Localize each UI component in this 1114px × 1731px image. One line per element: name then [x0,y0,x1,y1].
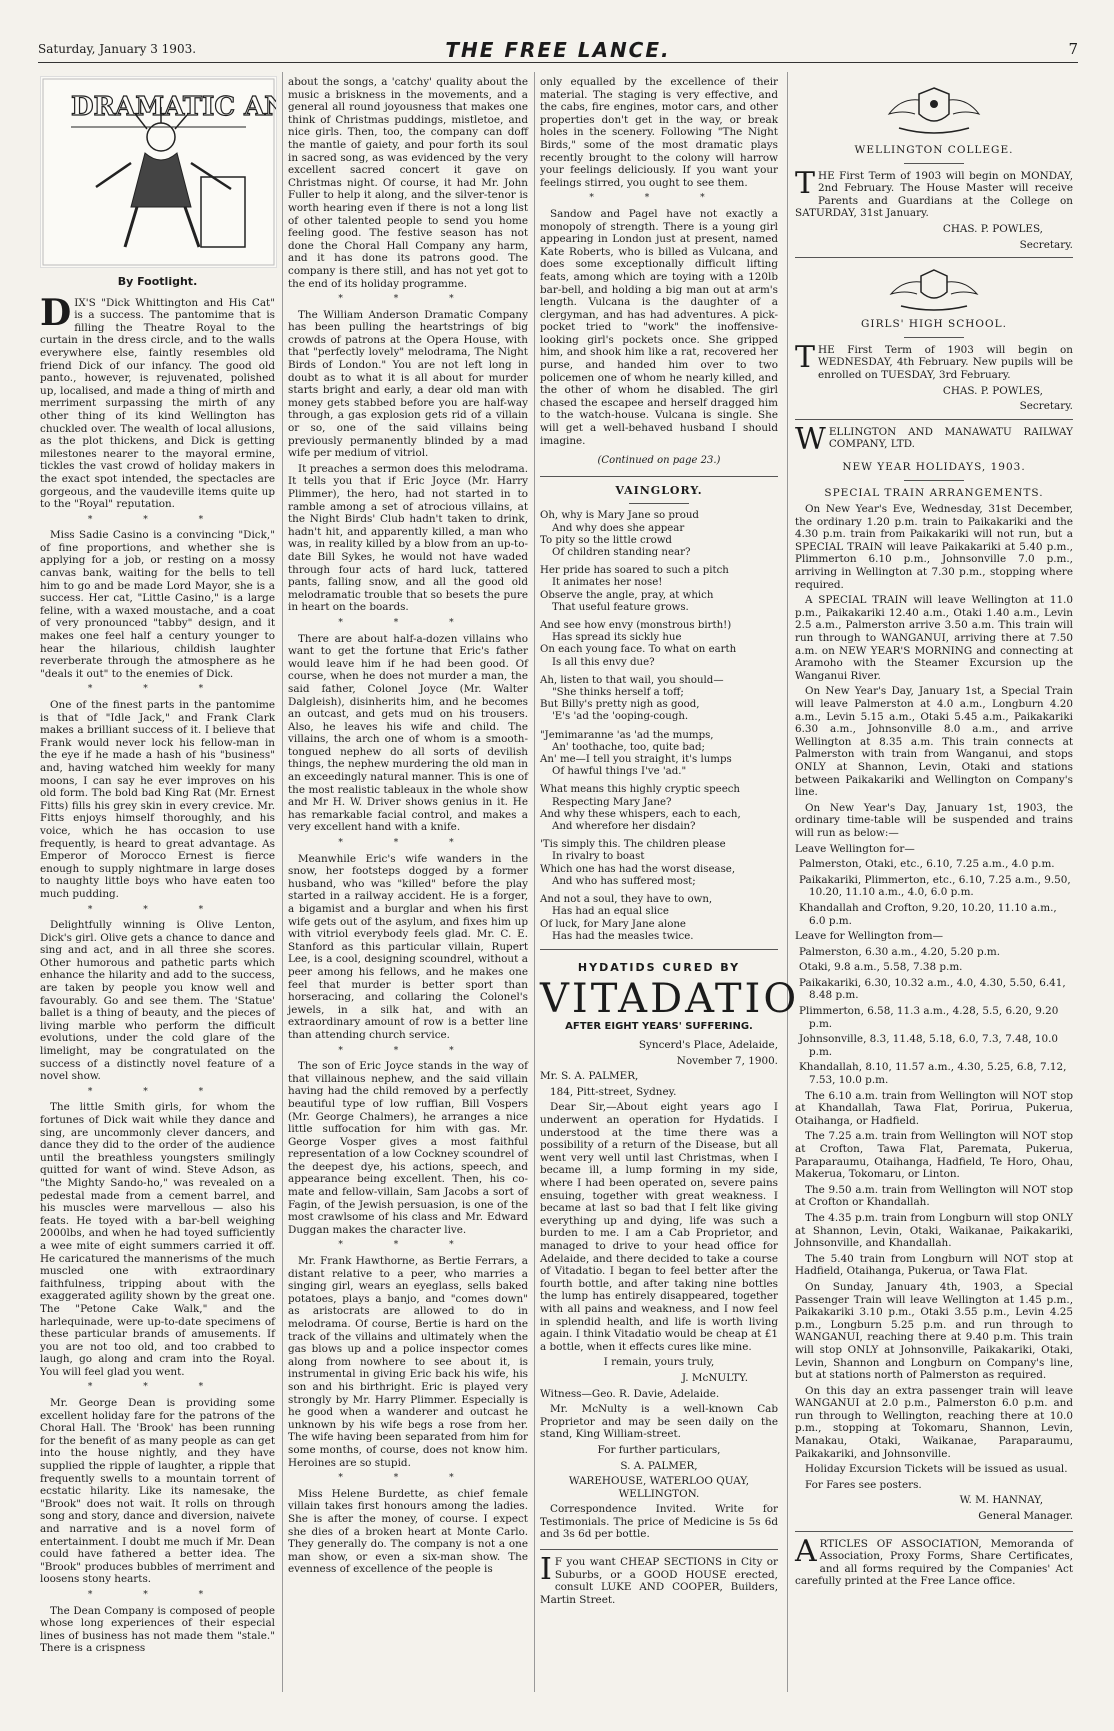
poem-line: Ah, listen to that wail, you should— [540,674,724,686]
railway-paragraph: On New Year's Eve, Wednesday, 31st December, the ordinary 1.20 p.m. train to Paikakariki and the 4.30 p.m. train from Paikakariki will not run, but a SPECIAL TRAIN will leave Paikakariki at 5.40 p.m., Plimmerton 6.10 p.m., Johnsonville 7.0 p.m., arriving in Wellington at 7.30 p.m., stopping where required. [795,503,1073,591]
article-paragraph: Meanwhile Eric's wife wanders in the snow, her footsteps dogged by a former husband, who was "killed" before the play started in a railway accident. He is a forger, a bigamist and a burglar and when his first wife gets out of the asylum, and fixes him up with vitriol everybody feels glad. Mr. C. E. Stanford as this particular villain, Rupert Lee, is a cool, designing scoundrel, without a peer among his fellows, and he makes one feel that murder is better sport than horseracing, and collaring the Colonel's jewels, in a silk hat, and with an extraordinary amount of row is a better line than attending church service. [288,852,528,1041]
printing-ad [795,1531,1073,1588]
notice-body: THE First Term of 1903 will begin on MONDAY, 2nd February. The House Master will receive Parents and Guardians at the College on SATURDAY, 31st January. [795,165,1073,220]
column-rule [787,72,788,1692]
issue-date: Saturday, January 3 1903. [38,42,197,56]
witness-line: Witness—Geo. R. Davie, Adelaide. [540,1387,720,1400]
notice-title: GIRLS' HIGH SCHOOL. [861,318,1007,331]
notice-signature: CHAS. P. POWLES, [942,222,1043,235]
page-header [38,38,1078,63]
poem-line: 'Tis simply this. The children please [540,839,726,851]
poem-line: "Jemimaranne 'as 'ad the mumps, [540,729,714,741]
logo-word-dramatic: DRAMATIC A [71,92,265,122]
poem-line: Has had an equal slice [552,906,669,918]
railway-paragraph: Holiday Excursion Tickets will be issued as usual. [805,1463,1068,1476]
timetable-row: Khandallah, 8.10, 11.57 a.m., 4.30, 5.25, 6.8, 7.12, 7.53, 10.0 p.m. [799,1061,1067,1087]
article-paragraph: There are about half-a-dozen villains who want to get the fortune that Eric's father would leave him if he had been good. Of course, when he does not murder a man, the said father, Colonel Joyce (Mr. Walter Dalgleish), disinherits him, and he becomes an outcast, and gets mud on his trousers. Also, he leaves his wife and child. The villains, the arch one of whom is a smooth-tongued nephew do all sorts of devilish things, the nephew murdering the old man in an exceedingly natural manner. This is one of the most realistic tableaux in the whole show and Mr H. W. Driver shows genius in it. He has remarkable facial control, and makes a very excellent hand with a knife. [288,632,528,834]
railway-role: General Manager. [978,1510,1073,1523]
ad-brand: VITADATIO [540,975,800,1022]
drop-cap: T [795,165,816,201]
letter-address: Syncerd's Place, Adelaide, [638,1039,778,1052]
poem-stanza [540,784,778,833]
poem-line: That useful feature grows. [552,601,689,613]
notice-role: Secretary. [1019,400,1073,413]
drop-cap: T [795,339,816,375]
column-4 [795,76,1073,1591]
timetable-heading: Leave Wellington for— [795,842,915,855]
divider [904,163,964,164]
railway-paragraph: On Sunday, January 4th, 1903, a Special Passenger Train will leave Wellington at 1.45 p.m., Paikakariki 3.10 p.m., Otaki 3.55 p.m., Levin 4.25 p.m., Longburn 5.25 p.m. and run through to WANGANUI, reaching there at 9.40 p.m. This train will stop ONLY at Johnsonville, Paikakariki, Otaki, Levin, Shannon and Longburn on Company's line, but at stations north of Palmerston as required. [795,1280,1073,1382]
drop-cap: W [795,421,826,457]
column-2 [288,76,528,1579]
poem-line: Of children standing near? [552,547,691,559]
notice-title: WELLINGTON COLLEGE. [854,144,1014,156]
ad-paragraph: I F you want CHEAP SECTIONS in City or Suburbs, or a GOOD HOUSE erected, consult LUKE AND COOPER, Builders, Martin Street. [540,1552,778,1606]
divider [795,257,1073,258]
poem-line: In rivalry to boast [552,851,645,863]
railway-paragraph: The 5.40 train from Longburn will NOT stop at Hadfield, Otaihanga, Pukerua, or Tawa Flat. [795,1252,1073,1278]
poem-line: Her pride has soared to such a pitch [540,565,729,577]
article-paragraph: Sandow and Pagel have not exactly a monopoly of strength. There is a young girl appearing in London just at present, named Kate Roberts, who is billed as Vulcana, and does some exceptionally difficult lifting feats, among which are toying with a 120lb bar-bell, and holding a big man out at arm's length. Vulcana is the daughter of a clergyman, and has had adventures. A pick-pocket tried to "work" the inoffensive-looking girl's pockets once. She gripped him, and shook him like a rat, recovered her purse, and handed him over to two policemen one of whom he nearly killed, and the other of whom he disabled. The girl chased the escapee and herself dragged him to the watch-house. Vulcana is single. She will get a well-behaved husband I should imagine. [540,207,778,447]
timetable-row: Plimmerton, 6.58, 11.3 a.m., 4.28, 5.5, 6.20, 9.20 p.m. [799,1005,1059,1030]
poem-line: It animates her nose! [552,577,663,589]
section-separator: * * * [87,1589,228,1600]
ad-address: WAREHOUSE, WATERLOO QUAY, WELLINGTON. [568,1475,750,1500]
poem-line: What means this highly cryptic speech [540,784,740,796]
railway-signature: W. M. HANNAY, [959,1494,1043,1507]
letter-body: Dear Sir,—About eight years ago I underwent an operation for Hydatids. I understood at the time there was a possibility of a return of the Disease, but all went very well until last Christmas, when I became ill, a lump forming in my side, where I had been operated on, severe pains ensuing, together with great weakness. I became at last so bad that I felt like giving everything up and dying, life was such a burden to me. I am a Cab Proprietor, and managed to drive to your head office for Adelaide, and there decided to take a course of Vitadatio. I began to feel better after the fourth bottle, and after taking nine bottles the lump has entirely disappeared, together with all pains and weakness, and I now feel in splendid health, and life is worth living again. I think Vitadatio would be cheap at £1 a bottle, when it effects cures like mine. [540,1101,778,1353]
drop-cap: A [795,1533,817,1569]
ad-paragraph: For further particulars, [597,1443,721,1456]
poem-line: But Billy's pretty nigh as good, [540,699,700,711]
railway-paragraph: For Fares see posters. [805,1478,922,1491]
railway-subtitle: SPECIAL TRAIN ARRANGEMENTS. [824,486,1044,499]
ad-subheading: AFTER EIGHT YEARS' SUFFERING. [565,1020,753,1032]
poem-stanza [540,894,778,943]
poem-line: Observe the angle, pray, at which [540,589,714,601]
divider [540,476,778,477]
poem-line: 'E's 'ad the 'ooping-cough. [552,711,689,723]
letter-recipient: Mr. S. A. PALMER, [540,1070,639,1083]
column-rule [534,72,535,1692]
section-separator: * * * [87,904,228,915]
railway-paragraph: The 6.10 a.m. train from Wellington will NOT stop at Khandallah, Tawa Flat, Porirua, Pukerua, Otaihanga, or Hadfield. [795,1089,1073,1127]
letter-date: November 7, 1900. [676,1054,778,1067]
poem-line: An' me—I tell you straight, it's lumps [540,754,732,766]
timetable-row: Palmerston, 6.30 a.m., 4.20, 5.20 p.m. [799,945,1001,958]
timetable-row: Khandallah and Crofton, 9.20, 10.20, 11.10 a.m., 6.0 p.m. [799,901,1057,927]
section-separator: * * * [338,1240,478,1251]
poem-line: And why these whispers, each to each, [540,808,741,820]
poem-line: And wherefore her disdain? [552,821,696,833]
builders-ad [540,1549,778,1606]
railway-paragraph: The 7.25 a.m. train from Wellington will NOT stop at Crofton, Tawa Flat, Paremata, Pukerua, Paraparaumu, Otaihanga, Hadfield, Te Horo, Ohau, Makerua, Tokomaru, or Linton. [795,1130,1073,1181]
poem-stanza [540,565,778,614]
poem-title: VAINGLORY. [615,483,703,497]
section-separator: * * * [338,617,478,628]
article-paragraph: Mr. Frank Hawthorne, as Bertie Ferrars, a distant relative to a peer, who marries a singing girl, wears an eyeglass, sells baked potatoes, plays a banjo, and "comes down" as aristocrats are allowed to do in melodrama. Of course, Bertie is hard on the track of the villains and ultimately when the gas blows up and a police inspector comes along from nowhere to see about it, is instrumental in giving Eric back his wife, his son and his birthright. Eric is played very strongly by Mr. Harry Plimmer. Especially is he good when a wanderer and outcast he unknown by his wife begs a rose from her. The wife having been separated from him for some months, of course, does not know him. Heroines are so stupid. [288,1255,528,1469]
poem-line: Oh, why is Mary Jane so proud [540,510,699,522]
poem-line: An' toothache, too, quite bad; [552,741,705,753]
poem-line: Which one has had the worst disease, [540,863,736,875]
timetable-heading: Leave for Wellington from— [795,930,943,943]
masthead-title: THE FREE LANCE. [445,38,671,62]
poem-line: And why does she appear [552,522,685,534]
poem-line: "She thinks herself a toff; [552,687,684,699]
divider [540,949,778,950]
section-separator: * * * [87,684,228,695]
ad-paragraph: Correspondence Invited. Write for Testimonials. The price of Medicine is 5s 6d and 3s 6d per bottle. [540,1503,778,1541]
section-separator: * * * [87,514,228,525]
railway-subtitle: NEW YEAR HOLIDAYS, 1903. [842,460,1026,473]
continued-note: (Continued on page 23.) [597,455,721,467]
article-paragraph: The William Anderson Dramatic Company has been pulling the heartstrings of big crowds of patrons at the Opera House, with that "perfectly lovely" melodrama, The Night Birds of London." You are not left long in doubt as to what it is all about for murder starts bright and early, a dear old man with money gets stabbed before you are half-way through, a gas explosion gets rid of a villain or so, one of the said villains being previously permanently blinded by a mad wife per medium of vitriol. [288,308,528,460]
poem-line: Has had the measles twice. [552,930,694,942]
poem-line: And not a soul, they have to own, [540,894,713,906]
ad-paragraph: S. A. PALMER, [620,1459,698,1472]
timetable-row: Otaki, 9.8 a.m., 5.58, 7.38 p.m. [799,961,963,974]
poem-stanza [540,675,778,724]
drop-cap: D [40,291,72,334]
timetable-row: Paikakariki, Plimmerton, etc., 6.10, 7.25 a.m., 9.50, 10.20, 11.10 a.m., 4.0, 6.0 p.m. [799,873,1071,899]
railway-paragraph: The 9.50 a.m. train from Wellington will NOT stop at Crofton or Khandallah. [795,1183,1073,1209]
railway-paragraph: On New Year's Day, January 1st, 1903, the ordinary time-table will be suspended and trains will run as below:— [795,801,1073,839]
divider [629,503,689,504]
notice-role: Secretary. [1019,238,1073,251]
notice-signature: CHAS. P. POWLES, [942,384,1043,397]
poem-line: Is all this envy due? [552,656,655,668]
poem-line: On each young face. To what on earth [540,644,737,656]
ad-paragraph: ARTICLES OF ASSOCIATION, Memoranda of Association, Proxy Forms, Share Certificates, and all forms required by the Companies' Act carefully printed at the Free Lance office. [795,1533,1073,1588]
article-paragraph: Delightfully winning is Olive Lenton, Dick's girl. Olive gets a chance to dance and sing and act, and in all three she scores. Other humorous and pathetic parts which enhance the hilarity and add to the success, are taken by people you know well and favourably. Go and see them. The 'Statue' ballet is a thing of beauty, and the pieces of living marble who perform the difficult evolutions, under the cold glare of the limelight, may be congratulated on the success of a distinctly novel feature of a novel show. [40,919,275,1083]
article-paragraph: The little Smith girls, for whom the fortunes of Dick wait while they dance and sing, are uncommonly clever dancers, and dance they did to the order of the audience until the breathless youngsters smilingly quitted for want of wind. Steve Adson, as "the Mighty Sando-ho," was revealed on a pedestal made from a cement barrel, and his muscles were marvellous — also his feats. He toyed with a bar-bell weighing 2000lbs, and when he had toyed sufficiently a wee mite of eight summers carried it off. He caricatured the mannerisms of the much muscled one with extraordinary faithfulness, tripping about with the exaggerated agility shown by the great one. The "Petone Cake Walk," and the harlequinade, were up-to-date specimens of these particular brands of amusements. If you are not too old, and too crabbed to laugh, go along and cram into the Royal. You will feel glad you went. [40,1101,275,1378]
article-paragraph: The son of Eric Joyce stands in the way of that villainous nephew, and the said villain having had the child removed by a perfectly beautiful type of low ruffian, Bill Vospers (Mr. George Chalmers), he arranges a nice little suffocation for him with gas. Mr. George Vosper gives a most faithful representation of a low Cockney scoundrel of the deepest dye, his actions, speech, and appearance being excellent. Then, his co-mate and fellow-villain, Sam Jacobs a sort of Fagin, of the Jewish persuasion, is one of the most crawlsome of his class and Mr. Edward Duggan makes the character live. [288,1060,528,1236]
section-separator: * * * [87,1382,228,1393]
timetable-row: Paikakariki, 6.30, 10.32 a.m., 4.0, 4.30, 5.50, 6.41, 8.48 p.m. [799,976,1066,1002]
column-3 [540,76,800,1609]
jester-illustration [41,77,276,267]
railway-paragraph: A SPECIAL TRAIN will leave Wellington at 11.0 p.m., Paikakariki 12.40 a.m., Otaki 1.40 a.m., Levin 2.5 a.m., Palmerston arrive 3.50 a.m. This train will run through to WANGANUI, arriving there at 7.50 a.m. on NEW YEAR'S MORNING and connecting at Aramoho with the Steamer Excursion up the Wanganui River. [795,594,1073,682]
article-paragraph: Miss Helene Burdette, as chief female villain takes first honours among the ladies. She is after the money, of course. I expect she dies of a broken heart at Monte Carlo. They generally do. The company is not a one man show, or even a six-man show. The evenness of excellence of the people is [288,1487,528,1576]
article-paragraph: Miss Sadie Casino is a convincing "Dick," of fine proportions, and whether she is applying for a job, or resting on a mossy canvas bank, waiting for the bells to tell him to go and be made Lord Mayor, she is a success. Her cat, "Little Casino," is a large feline, with a waxed moustache, and a coat of very pronounced "tabby" design, and it makes one feel half a century younger to hear the hilarious, childish laughter reverberate through the atmosphere as he "deals it out" to the enemies of Dick. [40,529,275,680]
article-paragraph: DIX'S "Dick Whittington and His Cat" is a success. The pantomime that is filling the Theatre Royal to the curtain in the dress circle, and to the walls everywhere else, faintly resembles old friend Dick of our infancy. The good old panto., however, is rejuvenated, polished up, localised, and made a thing of mirth and merriment surpassing the mirth of any other thing of its kind Wellington has chuckled over. The wealth of local allusions, as the plot thickens, and Dick is getting milestones nearer to the mayoral ermine, tickles the vast crowd of holiday makers in the exact spot intended, the spectacles are gorgeous, and the vaudeville items quite up to the "Royal" reputation. [40,291,275,511]
railway-title: WELLINGTON AND MANAWATU RAILWAY COMPANY, LTD. [795,421,1073,457]
ad-paragraph: Mr. McNulty is a well-known Cab Proprietor and may be seen daily on the stand, King William-street. [540,1403,778,1441]
ad-kicker: HYDATIDS CURED BY [577,960,741,974]
school-crest-icon [879,264,989,314]
timetable-row: Johnsonville, 8.3, 11.48, 5.18, 6.0, 7.3, 7.48, 10.0 p.m. [799,1033,1059,1058]
section-separator: * * * [338,1473,478,1484]
poem-stanza [540,839,778,888]
poem [540,510,778,943]
drop-cap: I [540,1552,552,1588]
section-separator: * * * [338,838,478,849]
poem-line: Respecting Mary Jane? [552,796,672,808]
poem-line: To pity so the little crowd [540,534,672,546]
page-number: 7 [1068,40,1078,58]
letter-closing: I remain, yours truly, [603,1356,715,1369]
section-separator: * * * [338,294,478,305]
poem-line: And see how envy (monstrous birth!) [540,620,732,632]
railway-paragraph: On New Year's Day, January 1st, a Special Train will leave Palmerston at 4.0 a.m., Longburn 4.20 a.m., Levin 5.15 a.m., Otaki 5.45 a.m., Paikakariki 6.30 a.m., Johnsonville 8.0 a.m., and arrive Wellington at 8.35 a.m. This train connects at Palmerston with train from Wanganui, and stops ONLY at Shannon, Levin, Otaki and stations between Paikakariki and Wellington on Company's line. [795,685,1073,799]
section-separator: * * * [87,1086,228,1097]
poem-line: Has spread its sickly hue [552,632,682,644]
divider [904,480,964,481]
divider [904,337,964,338]
poem-stanza [540,620,778,669]
article-paragraph: The Dean Company is composed of people whose long experiences of their especial lines of business has not made them "stale." There is a crispness [40,1604,275,1655]
dramatic-musical-logo [40,76,277,268]
college-crest-icon [879,80,989,140]
poem-stanza [540,730,778,779]
divider [795,419,1073,420]
article-paragraph: One of the finest parts in the pantomime is that of "Idle Jack," and Frank Clark makes a brilliant success of it. I believe that Frank would never lock his fellow-man in the eye if he made a hash of his "business" and, having watched him weekly for many moons, I can say he ever improves on his old form. The bold bad King Rat (Mr. Ernest Fitts) fills his grey skin in every crevice. Mr. Fitts enjoys himself thoroughly, and his voice, which he has occasion to use frequently, is heard to great advantage. As Emperor of Morocco Ernest is fierce enough to supply nightmare in large doses to naughty little boys who have eaten too much pudding. [40,699,275,900]
poem-line: Of hawful things I've 'ad." [552,766,687,778]
poem-stanza [540,510,778,559]
column-byline: By Footlight. [117,275,198,288]
column-rule [282,72,283,1692]
poem-line: And who has suffered most; [552,875,696,887]
letter-recipient-address: 184, Pitt-street, Sydney. [550,1085,677,1098]
timetable-row: Palmerston, Otaki, etc., 6.10, 7.25 a.m., 4.0 p.m. [799,858,1055,871]
article-paragraph: about the songs, a 'catchy' quality about the music a briskness in the movements, and a general all round joyousness that makes one think of Christmas puddings, mistletoe, and nice girls. Then, too, the company can doff the mantle of gaiety, and pour forth its soul in sacred song, as was evidenced by the very excellent sacred concert it gave on Christmas night. Of course, it had Mr. John Fuller to help it along, and the silver-tenor is worth hearing even if there is not a long list of other talented people to send you home feeling good. The festive season has not done the Choral Hall Company any harm, and it has done its patrons good. The company is there still, and has not yet got to the end of its holiday programme. [288,76,528,290]
section-separator: * * * [589,193,729,204]
notice-body: THE First Term of 1903 will begin on WEDNESDAY, 4th February. New pupils will be enrolled on TUESDAY, 3rd February. [795,339,1073,381]
railway-paragraph: The 4.35 p.m. train from Longburn will stop ONLY at Shannon, Levin, Otaki, Waikanae, Paikakariki, Johnsonville, and Khandallah. [795,1211,1073,1250]
article-paragraph: It preaches a sermon does this melodrama. It tells you that if Eric Joyce (Mr. Harry Plimmer), the hero, had not started in to ramble among a set of atrocious villains, at the Night Birds' Club hadn't taken to drink, hadn't hit, and apparently killed, a man who was, in reality killed by a blow from an up-to-date Bill Sykes, he would not have waded through four acts of hard luck, tattered pants, falling snow, and all the good old melodramatic trouble that so besets the pure in heart on the boards. [288,462,528,614]
article-paragraph: Mr. George Dean is providing some excellent holiday fare for the patrons of the Choral Hall. The 'Brook' has been running for the benefit of as many people as can get into the house nightly, and they have supplied the ripple of laughter, a ripple that frequently swells to a mountain torrent of ecstatic hilarity. Like its namesake, the "Brook" does not wait. It rolls on through song and story, dance and diversion, naivete and narrative and is a novel form of entertainment. I doubt me much if Mr. Dean could have fathered a better idea. The "Brook" produces bubbles of merriment and loosens stony hearts. [40,1397,275,1586]
poem-line: Of luck, for Mary Jane alone [540,918,686,930]
letter-signature: J. McNULTY. [681,1371,748,1384]
article-paragraph: only equalled by the excellence of their material. The staging is very effective, and the cabs, fire engines, motor cars, and other properties don't get in the way, or break holes in the scenery. Following "The Night Birds," some of the most dramatic plays recently brought to the colony will harrow your feelings deliciously. If you want your feelings stirred, you ought to see them. [540,76,778,189]
railway-paragraph: On this day an extra passenger train will leave WANGANUI at 2.0 p.m., Palmerston 6.0 p.m. and run through to Wellington, reaching there at 10.0 p.m., stopping at Tokomaru, Shannon, Levin, Manakau, Otaki, Waikanae, Paraparaumu, Paikakariki, and Johnsonville. [795,1384,1073,1460]
section-separator: * * * [338,1045,478,1056]
column-1 [40,76,275,1658]
